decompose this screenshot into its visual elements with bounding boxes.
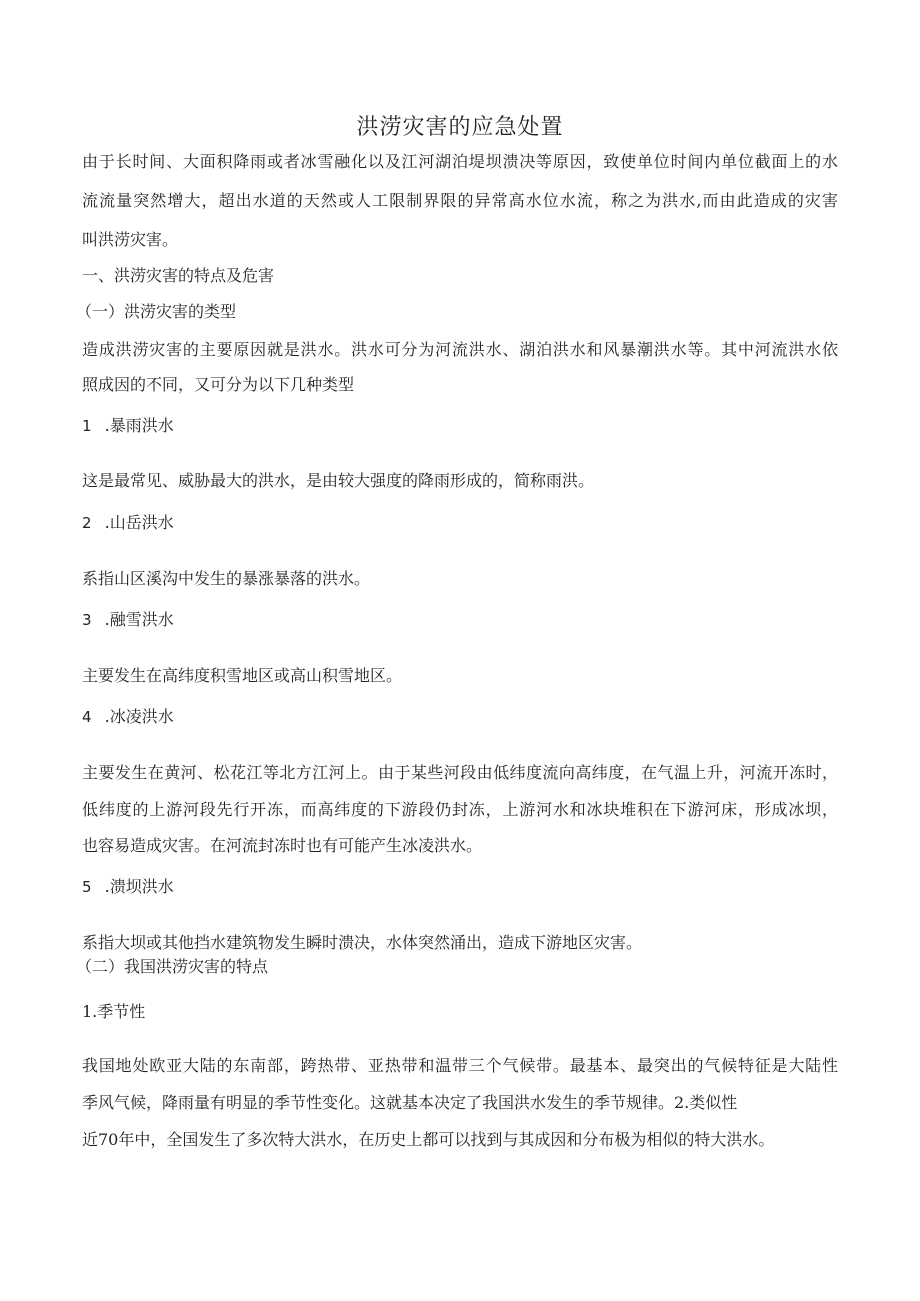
type-heading-4 [82, 705, 174, 729]
type-label: .冰凌洪水 [104, 707, 174, 726]
type-desc-4-line-2: 低纬度的上游河段先行开冻，而高纬度的下游段仍封冻，上游河水和冰块堆积在下游河床，形成冰坝， [82, 800, 838, 819]
intro-line-3: 叫洪涝灾害。 [82, 230, 179, 249]
type-desc-4-line-1: 主要发生在黄河、松花江等北方江河上。由于某些河段由低纬度流向高纬度，在气温上升，河流开冻时， [82, 763, 838, 782]
feature-text-line-1: 我国地处欧亚大陆的东南部，跨热带、亚热带和温带三个气候带。最基本、最突出的气候特征是大陆性 [82, 1056, 838, 1075]
type-number: 4 [82, 708, 92, 726]
type-label: .溃坝洪水 [104, 877, 174, 896]
feature-similarity-text: 近70年中，全国发生了多次特大洪水，在历史上都可以找到与其成因和分布极为相似的特大洪水。 [82, 1130, 775, 1149]
subsection-heading-types: （一）洪涝灾害的类型 [76, 302, 237, 321]
type-heading-3 [82, 608, 174, 632]
type-heading-1 [82, 414, 174, 438]
type-number: 3 [82, 611, 92, 629]
type-desc-1: 这是最常见、威胁最大的洪水，是由较大强度的降雨形成的，简称雨洪。 [82, 471, 595, 490]
type-label: .暴雨洪水 [104, 416, 174, 435]
type-desc-3: 主要发生在高纬度积雪地区或高山积雪地区。 [82, 666, 403, 685]
feature-heading-seasonality: 1.季节性 [82, 1002, 146, 1021]
type-number: 5 [82, 878, 92, 896]
intro-line-2: 流流量突然增大，超出水道的天然或人工限制界限的异常高水位水流，称之为洪水,而由此造成的灾害 [82, 191, 838, 210]
type-desc-2: 系指山区溪沟中发生的暴涨暴落的洪水。 [82, 569, 371, 588]
intro-line-1: 由于长时间、大面积降雨或者冰雪融化以及江河湖泊堤坝溃决等原因，致使单位时间内单位截面上的水 [82, 152, 838, 171]
type-label: .山岳洪水 [104, 513, 174, 532]
subsection-heading-characteristics: （二）我国洪涝灾害的特点 [76, 957, 269, 976]
types-intro-line-2: 照成因的不同，又可分为以下几种类型 [82, 375, 355, 394]
type-desc-5: 系指大坝或其他挡水建筑物发生瞬时溃决，水体突然涌出，造成下游地区灾害。 [82, 933, 643, 952]
feature-text-line-2: 季风气候，降雨量有明显的季节性变化。这就基本决定了我国洪水发生的季节规律。2.类似性 [82, 1093, 738, 1112]
type-label: .融雪洪水 [104, 610, 174, 629]
type-heading-2 [82, 511, 174, 535]
type-number: 1 [82, 417, 92, 435]
document-title: 洪涝灾害的应急处置 [356, 115, 564, 140]
type-number: 2 [82, 514, 92, 532]
type-heading-5 [82, 875, 174, 899]
types-intro-line-1: 造成洪涝灾害的主要原因就是洪水。洪水可分为河流洪水、湖泊洪水和风暴潮洪水等。其中河流洪水依 [82, 340, 838, 359]
section-heading-features: 一、洪涝灾害的特点及危害 [82, 266, 275, 285]
type-desc-4-line-3: 也容易造成灾害。在河流封冻时也有可能产生冰凌洪水。 [82, 836, 483, 855]
